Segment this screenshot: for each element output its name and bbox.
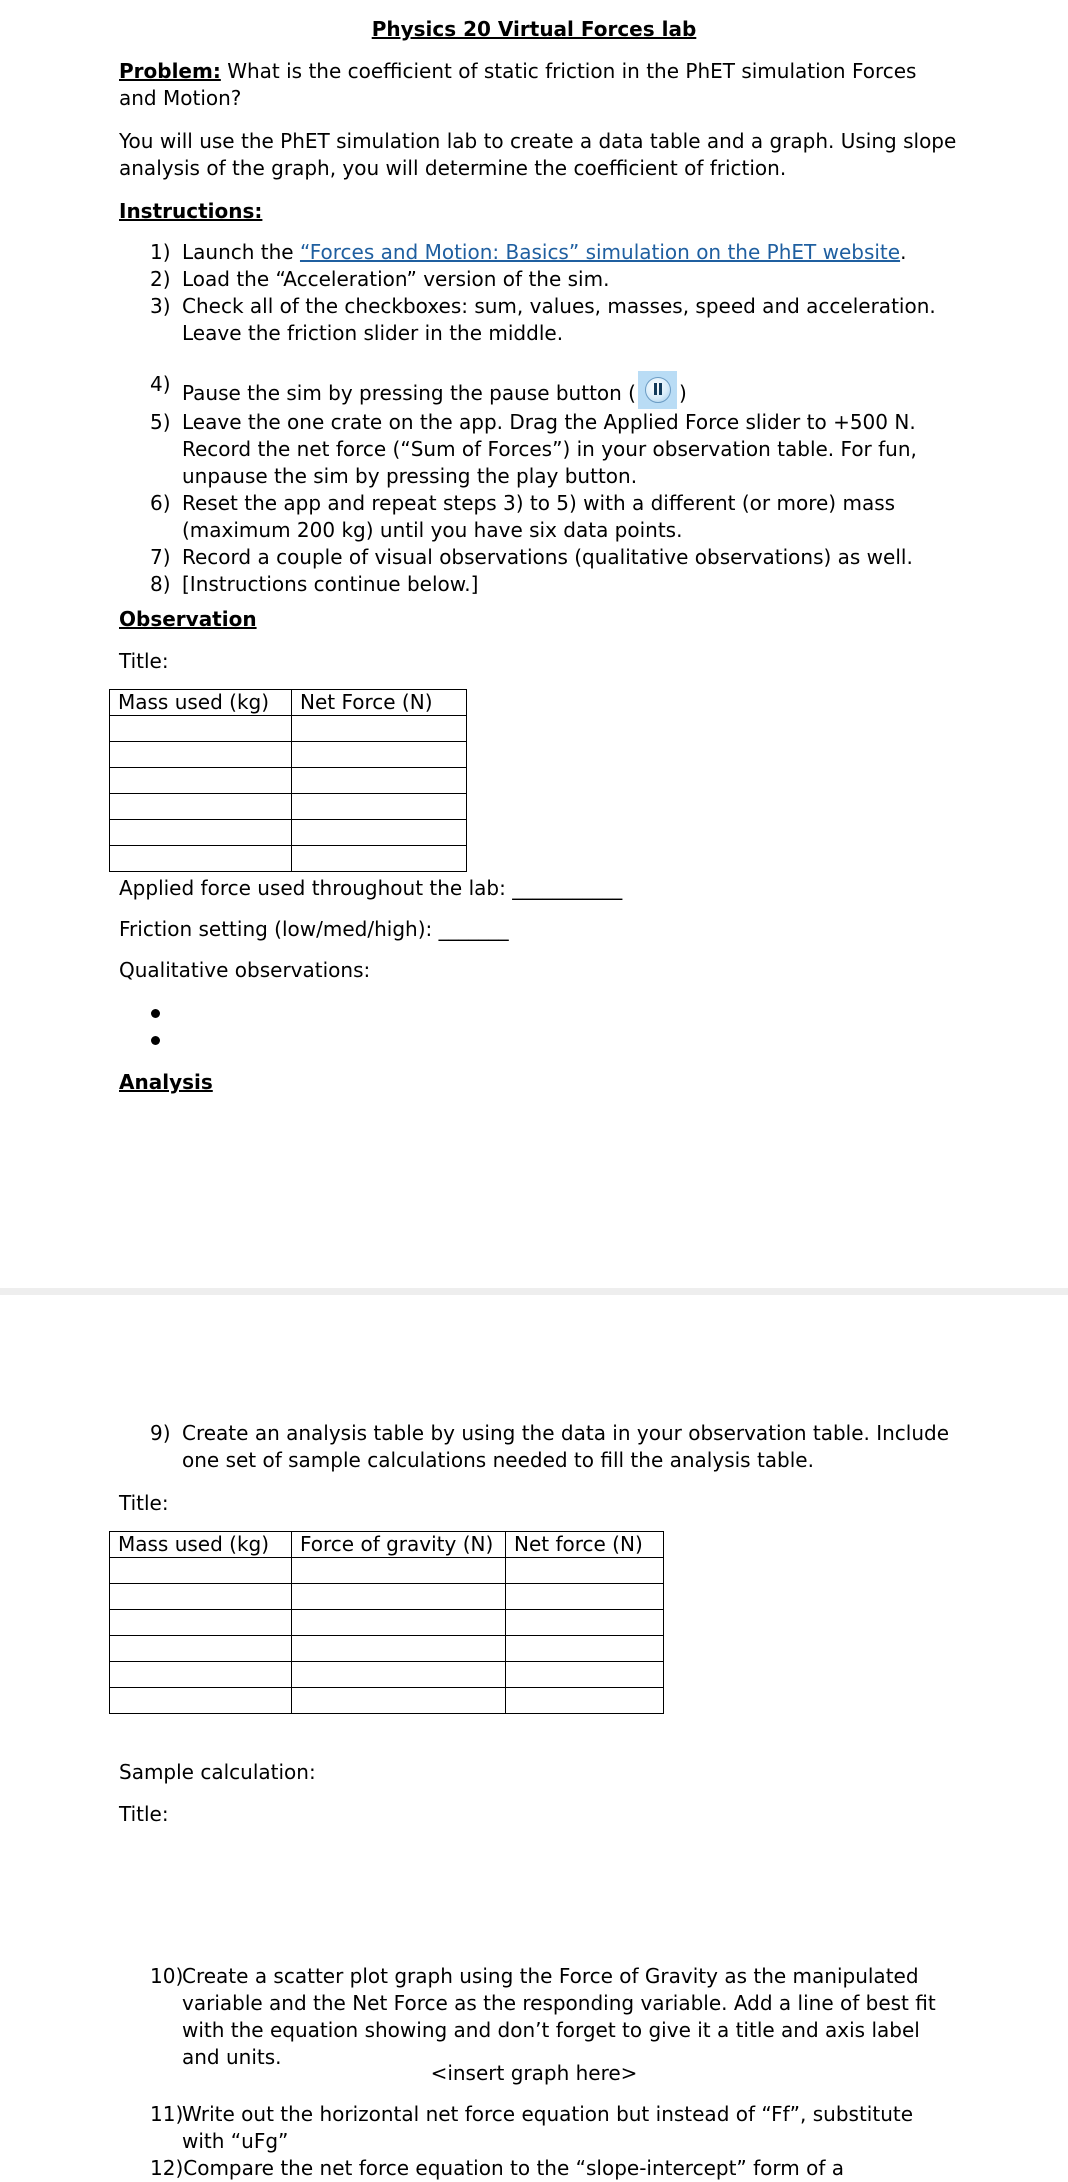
table-header-cell: Mass used (kg) <box>110 690 292 716</box>
problem-label: Problem: <box>119 59 221 83</box>
step-9: 9) Create an analysis table by using the data in your observation table. Include one set of sample calculations needed to fill the analysis table. <box>150 1421 950 1472</box>
instruction-step-11 <box>119 2101 959 2155</box>
step-7: 7) Record a couple of visual observations (qualitative observations) as well. <box>150 545 913 569</box>
table-row <box>110 794 467 820</box>
table-header-cell: Force of gravity (N) <box>292 1532 506 1558</box>
table-row <box>110 1662 664 1688</box>
problem-statement <box>119 58 959 112</box>
page-break <box>0 1288 1068 1295</box>
table-cell[interactable] <box>110 768 292 794</box>
table-cell[interactable] <box>292 820 467 846</box>
table-cell[interactable] <box>292 1688 506 1714</box>
table-cell[interactable] <box>292 794 467 820</box>
step-3: 3) Check all of the checkboxes: sum, values, masses, speed and acceleration. Leave the friction slider in the middle. <box>150 294 936 345</box>
analysis-title-label: Title: <box>119 1491 169 1515</box>
instructions-heading: Instructions: <box>119 199 263 223</box>
list-item[interactable] <box>119 999 159 1026</box>
table-cell[interactable] <box>292 1636 506 1662</box>
table-cell[interactable] <box>110 1636 292 1662</box>
table-row <box>110 1688 664 1714</box>
step-6: 6) Reset the app and repeat steps 3) to 5) with a different (or more) mass (maximum 200 kg) until you have six data points. <box>150 491 896 542</box>
step-10: 10) Create a scatter plot graph using the Force of Gravity as the manipulated variable and the Net Force as the responding variable. Add a line of best fit with the equation showing and don’t forget to give it a title and axis label and units. <box>150 1964 936 2069</box>
table-row <box>110 1558 664 1584</box>
step-11: 11) Write out the horizontal net force equation but instead of “Ff”, substitute with “uFg” <box>150 2102 914 2153</box>
observation-table <box>109 689 467 872</box>
list-item[interactable] <box>119 1026 159 1053</box>
table-cell[interactable] <box>110 820 292 846</box>
step-12-partial: 12)Compare the net force equation to the “slope-intercept” form of a <box>150 2156 845 2180</box>
table-header-row <box>110 690 467 716</box>
table-cell[interactable] <box>292 1558 506 1584</box>
table-row <box>110 846 467 872</box>
table-cell[interactable] <box>110 716 292 742</box>
table-cell[interactable] <box>110 846 292 872</box>
table-cell[interactable] <box>292 768 467 794</box>
bullet-icon <box>151 1036 160 1045</box>
pause-icon <box>638 371 677 409</box>
bullet-icon <box>151 1009 160 1018</box>
friction-setting-field: Friction setting (low/med/high): _______ <box>119 917 509 941</box>
table-row <box>110 716 467 742</box>
page-2 <box>0 1295 1068 2180</box>
table-cell[interactable] <box>506 1610 664 1636</box>
document-title: Physics 20 Virtual Forces lab <box>371 17 697 41</box>
table-row <box>110 1636 664 1662</box>
table-row <box>110 820 467 846</box>
observation-title-label: Title: <box>119 649 169 673</box>
table-row <box>110 1610 664 1636</box>
table-cell[interactable] <box>110 1610 292 1636</box>
qualitative-observations-label: Qualitative observations: <box>119 958 371 982</box>
table-cell[interactable] <box>292 742 467 768</box>
table-cell[interactable] <box>110 794 292 820</box>
step-5: 5) Leave the one crate on the app. Drag the Applied Force slider to +500 N. Record the net force (“Sum of Forces”) in your observation table. For fun, unpause the sim by pressing the play button. <box>150 410 917 488</box>
table-cell[interactable] <box>292 1584 506 1610</box>
table-cell[interactable] <box>506 1688 664 1714</box>
table-row <box>110 742 467 768</box>
table-row <box>110 768 467 794</box>
table-cell[interactable] <box>292 846 467 872</box>
sample-calculation-label: Sample calculation: <box>119 1760 316 1784</box>
table-cell[interactable] <box>506 1584 664 1610</box>
observation-heading: Observation <box>119 607 257 631</box>
table-cell[interactable] <box>110 1662 292 1688</box>
graph-title-label: Title: <box>119 1802 169 1826</box>
table-cell[interactable] <box>506 1662 664 1688</box>
table-cell[interactable] <box>292 716 467 742</box>
table-cell[interactable] <box>292 1662 506 1688</box>
qualitative-observations-list <box>119 999 159 1053</box>
table-cell[interactable] <box>506 1558 664 1584</box>
table-cell[interactable] <box>110 1584 292 1610</box>
table-header-cell: Mass used (kg) <box>110 1532 292 1558</box>
instruction-step-9 <box>119 1420 959 1474</box>
instruction-steps-1-3 <box>119 239 959 347</box>
table-cell[interactable] <box>110 1558 292 1584</box>
step-1: 1) Launch the “Forces and Motion: Basics” simulation on the PhET website. <box>150 240 907 264</box>
problem-text: What is the coefficient of static friction in the PhET simulation Forces and Motion? <box>119 59 917 110</box>
insert-graph-placeholder: <insert graph here> <box>430 2061 638 2085</box>
table-row <box>110 1584 664 1610</box>
step-4: 4) Pause the sim by pressing the pause button ( ) <box>119 371 959 409</box>
applied-force-field: Applied force used throughout the lab: ___________ <box>119 876 623 900</box>
table-cell[interactable] <box>110 742 292 768</box>
step-8: 8) [Instructions continue below.] <box>150 572 479 596</box>
phet-simulation-link[interactable]: “Forces and Motion: Basics” simulation on the PhET website <box>299 240 901 264</box>
table-header-row <box>110 1532 664 1558</box>
table-header-cell: Net force (N) <box>506 1532 664 1558</box>
intro-paragraph: You will use the PhET simulation lab to create a data table and a graph. Using slope analysis of the graph, you will determine the coefficient of friction. <box>119 129 957 180</box>
instruction-steps-4-8 <box>119 371 959 598</box>
analysis-heading: Analysis <box>119 1070 213 1094</box>
step-2: 2) Load the “Acceleration” version of the sim. <box>150 267 610 291</box>
table-cell[interactable] <box>292 1610 506 1636</box>
table-header-cell: Net Force (N) <box>292 690 467 716</box>
instruction-step-10 <box>119 1963 959 2071</box>
table-cell[interactable] <box>110 1688 292 1714</box>
table-cell[interactable] <box>506 1636 664 1662</box>
analysis-table <box>109 1531 664 1714</box>
